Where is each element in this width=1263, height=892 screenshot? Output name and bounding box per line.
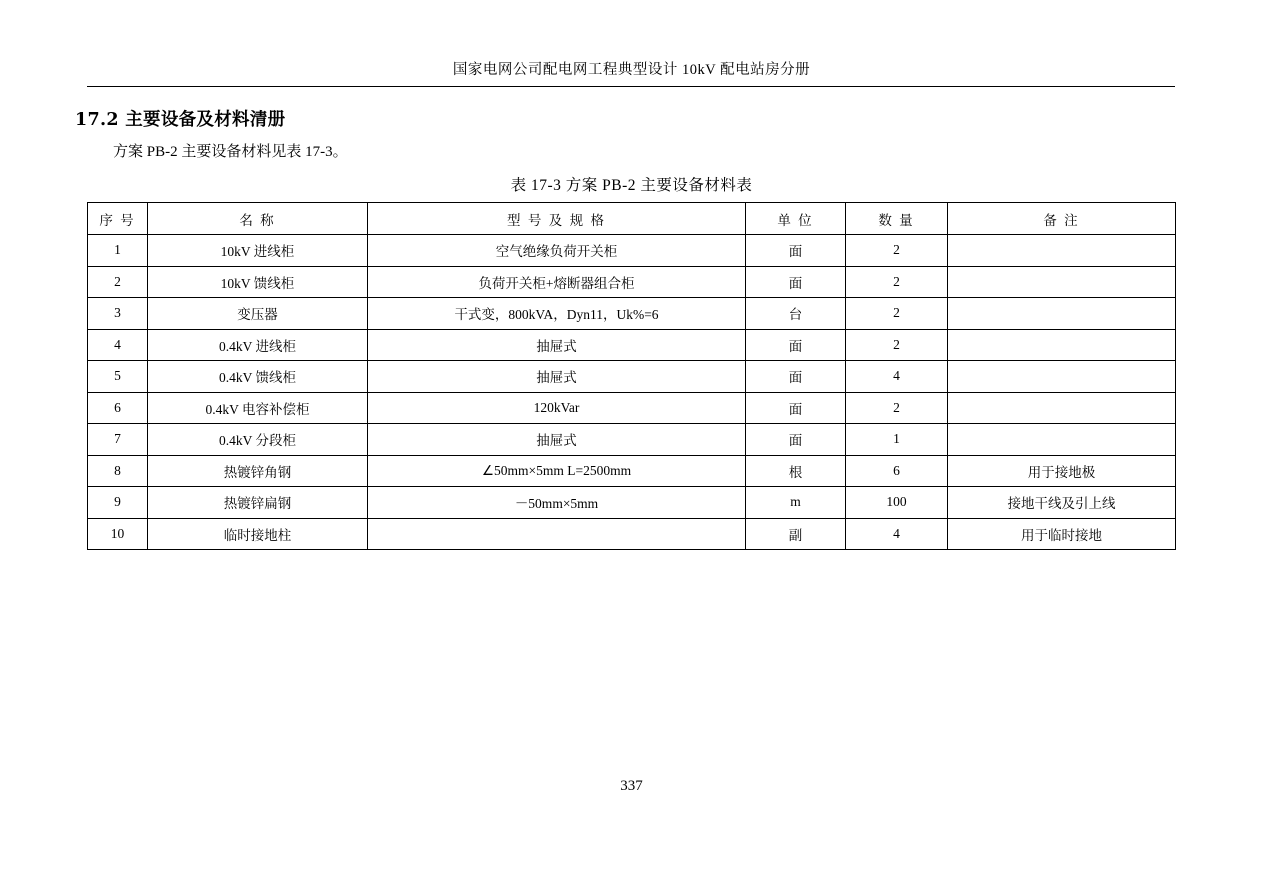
cell-name: 0.4kV 馈线柜 (148, 361, 368, 393)
table-row (88, 235, 1176, 267)
column-header-spec: 型 号 及 规 格 (368, 203, 746, 235)
cell-spec: 抽屉式 (368, 361, 746, 393)
cell-spec: 抽屉式 (368, 424, 746, 456)
column-header-no: 序 号 (88, 203, 148, 235)
header-divider (87, 86, 1175, 87)
cell-qty: 2 (846, 235, 948, 267)
cell-remark (948, 361, 1176, 393)
table-row (88, 392, 1176, 424)
cell-name: 热镀锌角钢 (148, 455, 368, 487)
table-header-row (88, 203, 1176, 235)
table-row (88, 298, 1176, 330)
cell-unit: 面 (746, 392, 846, 424)
cell-remark (948, 392, 1176, 424)
cell-remark (948, 329, 1176, 361)
cell-unit: 根 (746, 455, 846, 487)
cell-qty: 2 (846, 266, 948, 298)
column-header-name: 名 称 (148, 203, 368, 235)
cell-unit: 面 (746, 235, 846, 267)
cell-unit: 面 (746, 361, 846, 393)
cell-qty: 1 (846, 424, 948, 456)
section-heading: 17.2 主要设备及材料清册 (75, 110, 286, 130)
cell-remark: 接地干线及引上线 (948, 487, 1176, 519)
cell-no: 3 (88, 298, 148, 330)
column-header-qty: 数 量 (846, 203, 948, 235)
cell-no: 4 (88, 329, 148, 361)
cell-name: 0.4kV 分段柜 (148, 424, 368, 456)
cell-spec: 空气绝缘负荷开关柜 (368, 235, 746, 267)
column-header-remark: 备 注 (948, 203, 1176, 235)
table-row (88, 361, 1176, 393)
cell-no: 5 (88, 361, 148, 393)
cell-spec: －50mm×5mm (368, 487, 746, 519)
cell-qty: 4 (846, 518, 948, 550)
cell-qty: 2 (846, 329, 948, 361)
cell-no: 6 (88, 392, 148, 424)
cell-unit: 副 (746, 518, 846, 550)
cell-name: 10kV 进线柜 (148, 235, 368, 267)
cell-no: 8 (88, 455, 148, 487)
table-row (88, 424, 1176, 456)
cell-spec: 120kVar (368, 392, 746, 424)
cell-remark (948, 424, 1176, 456)
cell-spec: 干式变，800kVA，Dyn11，Uk%=6 (368, 298, 746, 330)
cell-spec: 抽屉式 (368, 329, 746, 361)
cell-name: 0.4kV 电容补偿柜 (148, 392, 368, 424)
cell-name: 变压器 (148, 298, 368, 330)
material-table (87, 202, 1176, 550)
section-intro-text: 方案 PB-2 主要设备材料见表 17-3。 (113, 144, 348, 160)
cell-qty: 2 (846, 298, 948, 330)
cell-spec: ∠50mm×5mm L=2500mm (368, 455, 746, 487)
table-row (88, 266, 1176, 298)
table-caption: 表 17-3 方案 PB-2 主要设备材料表 (510, 177, 753, 194)
cell-qty: 6 (846, 455, 948, 487)
cell-unit: m (746, 487, 846, 519)
column-header-unit: 单 位 (746, 203, 846, 235)
cell-name: 0.4kV 进线柜 (148, 329, 368, 361)
table-row (88, 518, 1176, 550)
table-row (88, 455, 1176, 487)
cell-unit: 面 (746, 329, 846, 361)
cell-remark (948, 298, 1176, 330)
cell-remark: 用于临时接地 (948, 518, 1176, 550)
cell-qty: 4 (846, 361, 948, 393)
cell-no: 9 (88, 487, 148, 519)
page-number: 337 (620, 778, 643, 794)
cell-name: 10kV 馈线柜 (148, 266, 368, 298)
cell-remark (948, 235, 1176, 267)
cell-qty: 2 (846, 392, 948, 424)
table-row (88, 329, 1176, 361)
cell-unit: 面 (746, 266, 846, 298)
cell-no: 10 (88, 518, 148, 550)
cell-qty: 100 (846, 487, 948, 519)
running-head: 国家电网公司配电网工程典型设计 10kV 配电站房分册 (452, 62, 811, 78)
cell-remark: 用于接地极 (948, 455, 1176, 487)
cell-unit: 面 (746, 424, 846, 456)
cell-name: 临时接地柱 (148, 518, 368, 550)
cell-no: 2 (88, 266, 148, 298)
cell-spec (368, 518, 746, 550)
cell-no: 7 (88, 424, 148, 456)
cell-spec: 负荷开关柜+熔断器组合柜 (368, 266, 746, 298)
cell-remark (948, 266, 1176, 298)
cell-no: 1 (88, 235, 148, 267)
table-row (88, 487, 1176, 519)
cell-unit: 台 (746, 298, 846, 330)
cell-name: 热镀锌扁钢 (148, 487, 368, 519)
